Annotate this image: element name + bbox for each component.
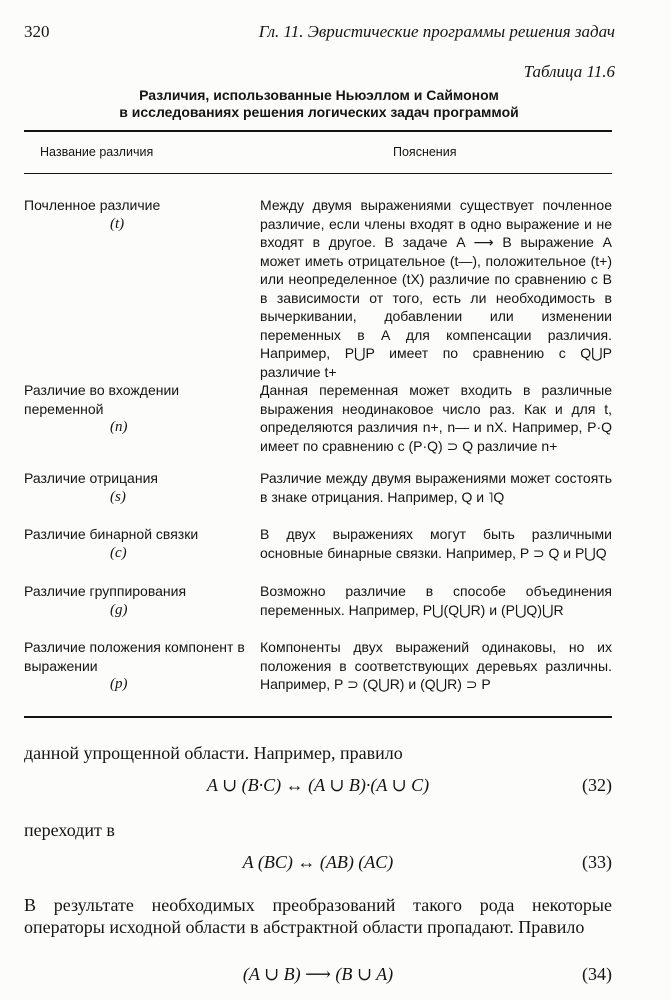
difference-name-text: Различие положения компонент в выражении: [24, 639, 245, 674]
equation-number: (34): [582, 964, 612, 984]
table-caption-line2: в исследованиях решения логических задач программой: [119, 104, 519, 120]
table-top-rule: [24, 130, 612, 132]
table-label: Таблица 11.6: [523, 62, 615, 81]
difference-name-text: Различие бинарной связки: [24, 526, 199, 542]
equation-33: [24, 852, 612, 878]
difference-name: [24, 525, 246, 562]
difference-explanation: Возможно различие в способе объединения переменных. Например, P⋃(Q⋃R) и (P⋃Q)⋃R: [260, 583, 612, 618]
difference-explanation: Между двумя выражениями существует почленное различие, если члены входят в одно выражение и не входят в другое. В задаче A ⟶ B выражение A может иметь отрицательное (t—), положительное (t+) или неопределенное (tX) различие по сравнению с B в зависимости от того, есть ли необходимость в вычеркивании, добавлении или изменении переменных в A для компенсации различия. Например, P⋃P имеет по сравнению с Q⋃P различие t+: [260, 197, 612, 380]
difference-explanation: Различие между двумя выражениями может состоять в знаке отрицания. Например, Q и ˥Q: [260, 470, 612, 505]
difference-name: [24, 582, 246, 619]
difference-name: [24, 469, 246, 506]
difference-symbol: (s): [110, 488, 126, 505]
equation-formula: A ∪ (B·C) ↔ (A ∪ B)·(A ∪ C): [206, 775, 430, 795]
equation-number: (33): [582, 852, 612, 872]
equation-34: [24, 964, 612, 990]
page-number: 320: [24, 22, 50, 41]
difference-name-text: Почленное различие: [24, 197, 161, 213]
column-header-explanation: Пояснения: [393, 145, 457, 159]
difference-name-text: Различие во вхождении переменной: [24, 382, 180, 417]
difference-name-text: Различие группирования: [24, 583, 187, 599]
body-paragraph: В результате необходимых преобразований такого рода некоторые операторы исходной области в абстрактной области пропадают. Правило: [24, 895, 612, 937]
equation-formula: (A ∪ B) ⟶ (B ∪ A): [242, 964, 394, 984]
difference-explanation: В двух выражениях могут быть различными основные бинарные связки. Например, P ⊃ Q и P⋃Q: [260, 526, 612, 561]
table-caption-line1: Различия, использованные Ньюэллом и Саймоном: [139, 87, 499, 103]
difference-symbol: (g): [110, 601, 128, 618]
body-paragraph: переходит в: [24, 820, 115, 840]
equation-formula: A (BC) ↔ (AB) (AC): [242, 852, 394, 872]
equation-32: [24, 775, 612, 801]
difference-explanation: Компоненты двух выражений одинаковы, но их положения в соответствующих деревьях различны. Например, P ⊃ (Q⋃R) и (Q⋃R) ⊃ P: [260, 639, 612, 692]
difference-name: [24, 196, 246, 233]
difference-symbol: (n): [110, 419, 128, 435]
column-header-name: Название различия: [40, 145, 154, 159]
table-bottom-rule: [24, 716, 612, 718]
table-caption: [24, 87, 614, 121]
running-title: Гл. 11. Эвристические программы решения задач: [258, 22, 615, 41]
difference-name: [24, 381, 246, 437]
difference-symbol: (c): [110, 544, 127, 561]
difference-symbol: (p): [110, 676, 128, 692]
body-paragraph: данной упрощенной области. Например, правило: [24, 743, 403, 763]
equation-number: (32): [582, 775, 612, 795]
difference-explanation: Данная переменная может входить в различные выражения неодинаковое число раз. Как и для t, определяются различия n+, n— и nX. Например, P·Q имеет по сравнению с (P·Q) ⊃ Q различие n+: [260, 382, 612, 454]
difference-symbol: (t): [110, 215, 125, 232]
table-header-rule: [24, 173, 612, 174]
difference-name: [24, 638, 246, 694]
difference-name-text: Различие отрицания: [24, 470, 158, 486]
